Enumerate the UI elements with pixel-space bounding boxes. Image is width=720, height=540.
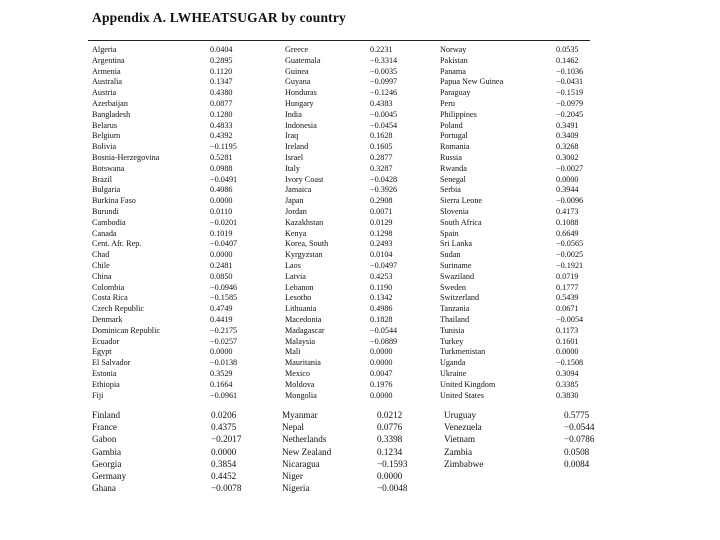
country-value: 0.3398 (377, 434, 403, 445)
country-name: Italy (285, 163, 301, 173)
country-name: Netherlands (282, 434, 327, 445)
country-name: Portugal (440, 131, 468, 141)
country-value: 0.1234 (377, 446, 403, 457)
country-value: 0.2481 (210, 261, 233, 270)
country-name: Lebanon (285, 282, 314, 292)
country-value: 0.5281 (210, 153, 233, 162)
country-name: Canada (92, 228, 117, 238)
country-name: Estonia (92, 369, 117, 378)
country-name: Venezuela (444, 422, 482, 433)
country-name: Mali (285, 347, 301, 357)
country-name: Hungary (285, 99, 314, 108)
country-value: 0.1601 (556, 336, 579, 346)
country-value: 0.0877 (210, 99, 233, 108)
country-name: Niger (282, 471, 303, 481)
country-name: Swaziland (440, 271, 475, 281)
country-name: Ivory Coast (285, 174, 324, 184)
country-value: 0.1190 (370, 282, 393, 292)
country-value: −0.1246 (370, 88, 398, 98)
country-value: 0.0084 (564, 458, 590, 469)
country-name: Bolivia (92, 142, 117, 152)
country-name: Ireland (285, 142, 309, 152)
country-name: Cent. Afr. Rep. (92, 239, 142, 249)
country-name: Ukraine (440, 369, 467, 378)
country-value: 0.5439 (556, 293, 579, 303)
country-name: Lesotho (285, 293, 312, 303)
country-value: −0.0946 (210, 282, 238, 292)
country-value: 0.1342 (370, 293, 393, 303)
country-value: 0.0206 (211, 410, 237, 420)
country-name: Ethiopia (92, 379, 120, 389)
country-value: 0.3268 (556, 142, 579, 152)
country-name: United Kingdom (440, 379, 496, 389)
country-name: Sri Lanka (440, 239, 473, 249)
country-value: 0.4419 (210, 315, 233, 324)
country-name: Malaysia (285, 336, 316, 346)
country-value: 0.1019 (210, 228, 233, 238)
country-value: −0.3926 (370, 185, 398, 195)
country-name: China (92, 271, 112, 281)
country-name: Lithuania (285, 304, 317, 314)
country-value: −0.1585 (210, 293, 238, 303)
country-name: Laos (285, 261, 301, 270)
country-value: −0.0889 (370, 336, 398, 346)
country-name: Myanmar (282, 410, 318, 420)
country-value: −0.0201 (210, 217, 238, 227)
country-name: Ecuador (92, 336, 120, 346)
country-value: 0.1120 (210, 66, 233, 76)
country-name: Poland (440, 120, 463, 130)
country-value: −0.1508 (556, 358, 584, 368)
country-name: Austria (92, 88, 117, 98)
country-name: Slovenia (440, 207, 469, 216)
country-value: 0.3491 (556, 120, 579, 130)
country-value: 0.4383 (370, 99, 393, 108)
country-name: Cambodia (92, 217, 126, 227)
country-name: Belarus (92, 120, 118, 130)
country-name: Spain (440, 228, 459, 238)
country-name: Latvia (285, 271, 306, 281)
country-name: Mexico (285, 369, 311, 378)
country-value: −0.0497 (370, 261, 398, 270)
country-name: Serbia (440, 185, 461, 195)
country-name: Czech Republic (92, 304, 145, 314)
country-value: −0.0096 (556, 196, 584, 206)
country-value: 0.4375 (211, 422, 237, 433)
country-value: 0.3944 (556, 185, 579, 195)
country-value: −0.0138 (210, 358, 238, 368)
country-value: −0.0257 (210, 336, 238, 346)
country-name: Korea, South (285, 239, 329, 249)
country-name: Denmark (92, 315, 123, 324)
country-value: 0.1462 (556, 55, 579, 65)
country-name: Macedonia (285, 315, 322, 324)
country-name: South Africa (440, 217, 482, 227)
country-value: 0.0000 (377, 471, 403, 481)
country-value: 0.0508 (564, 446, 590, 457)
country-name: Thailand (440, 315, 470, 324)
country-value: 0.0000 (556, 174, 579, 184)
country-value: 0.0000 (556, 347, 579, 357)
country-name: Gambia (92, 446, 122, 457)
country-value: −0.0979 (556, 99, 584, 108)
country-name: Zimbabwe (444, 458, 484, 469)
country-name: Nicaragua (282, 458, 320, 469)
country-name: United States (440, 390, 484, 400)
country-name: Sierra Leone (440, 196, 483, 206)
country-value: 0.0000 (370, 347, 393, 357)
country-value: −0.0544 (564, 422, 595, 433)
country-name: Nepal (282, 422, 304, 433)
country-value: −0.1921 (556, 261, 584, 270)
country-value: 0.0000 (211, 446, 237, 457)
country-name: Vietnam (444, 434, 476, 445)
country-value: 0.6649 (556, 228, 579, 238)
country-value: −0.0454 (370, 120, 398, 130)
country-name: Brazil (92, 174, 113, 184)
country-name: Mongolia (285, 390, 317, 400)
country-value: 0.3385 (556, 379, 579, 389)
country-value: −0.2045 (556, 109, 584, 119)
country-name: Japan (285, 196, 304, 206)
country-value: 0.0000 (370, 358, 393, 368)
country-value: −0.0786 (564, 434, 595, 445)
header-rule (88, 40, 590, 41)
country-value: 0.4380 (210, 88, 233, 98)
country-value: 0.1173 (556, 325, 579, 335)
country-name: Gabon (92, 434, 117, 445)
country-value: 0.2493 (370, 239, 393, 249)
country-name: Kyrgyzstan (285, 250, 323, 260)
country-value: −0.0035 (370, 66, 398, 76)
country-value: 0.3854 (211, 458, 237, 469)
country-name: Iraq (285, 131, 299, 141)
country-value: −0.0997 (370, 77, 398, 87)
country-name: Guinea (285, 66, 309, 76)
country-name: El Salvador (92, 358, 131, 368)
country-name: Philippines (440, 109, 477, 119)
country-value: 0.2877 (370, 153, 393, 162)
country-name: Armenia (92, 66, 121, 76)
country-name: Kenya (285, 228, 307, 238)
country-value: 0.0000 (370, 390, 393, 400)
country-name: Israel (285, 153, 304, 162)
country-value: −0.1036 (556, 66, 584, 76)
country-name: Tanzania (440, 304, 470, 314)
country-value: 0.0047 (370, 369, 393, 378)
country-name: Dominican Republic (92, 325, 160, 335)
country-name: Jamaica (285, 185, 312, 195)
country-value: 0.0776 (377, 422, 403, 433)
country-value: −0.0544 (370, 325, 398, 335)
country-value: 0.0535 (556, 45, 579, 54)
country-value: 0.4392 (210, 131, 233, 141)
country-value: 0.0000 (210, 196, 233, 206)
country-name: Paraguay (440, 88, 471, 98)
country-name: Argentina (92, 55, 125, 65)
country-value: 0.0850 (210, 271, 233, 281)
country-value: 0.4452 (211, 471, 237, 481)
country-name: Panama (440, 66, 466, 76)
country-value: 0.3409 (556, 131, 579, 141)
country-name: Fiji (92, 390, 104, 400)
country-name: Azerbaijan (92, 99, 128, 108)
country-name: Burkina Faso (92, 196, 136, 206)
country-value: −0.0027 (556, 163, 584, 173)
country-value: −0.2175 (210, 325, 238, 335)
country-value: −0.2017 (211, 434, 242, 445)
country-value: 0.0988 (210, 163, 233, 173)
country-name: Jordan (285, 207, 307, 216)
country-value: 0.0000 (210, 250, 233, 260)
country-value: 0.2908 (370, 196, 393, 206)
country-name: Chad (92, 250, 110, 260)
country-name: Guyana (285, 77, 311, 87)
country-value: −0.0407 (210, 239, 238, 249)
country-name: Greece (285, 45, 309, 54)
country-name: Egypt (92, 347, 112, 357)
country-name: Colombia (92, 282, 125, 292)
country-name: Australia (92, 77, 123, 87)
country-value: −0.0428 (370, 174, 398, 184)
country-name: Burundi (92, 207, 119, 216)
country-value: 0.0671 (556, 304, 579, 314)
country-value: 0.4253 (370, 271, 393, 281)
country-value: 0.0071 (370, 207, 393, 216)
country-name: Moldova (285, 379, 315, 389)
country-name: Botswana (92, 163, 125, 173)
country-name: Uganda (440, 358, 466, 368)
country-name: Suriname (440, 261, 472, 270)
country-name: Georgia (92, 458, 122, 469)
country-value: 0.0719 (556, 271, 579, 281)
country-name: Sweden (440, 282, 466, 292)
country-name: Switzerland (440, 293, 480, 303)
country-value: −0.0078 (211, 483, 242, 494)
country-name: Tunisia (440, 325, 465, 335)
country-value: 0.0110 (210, 207, 233, 216)
country-value: 0.0212 (377, 410, 403, 420)
country-value: 0.0129 (370, 217, 393, 227)
country-name: Costa Rica (92, 293, 128, 303)
country-value: 0.1976 (370, 379, 393, 389)
country-value: 0.1777 (556, 282, 579, 292)
country-name: Uruguay (444, 410, 477, 420)
country-value: 0.3529 (210, 369, 233, 378)
country-value: 0.1628 (370, 131, 393, 141)
country-name: Ghana (92, 483, 116, 494)
country-name: Finland (92, 410, 121, 420)
country-name: France (92, 422, 117, 433)
country-value: 0.4986 (370, 304, 393, 314)
country-name: Turkmenistan (440, 347, 486, 357)
country-value: −0.3314 (370, 55, 398, 65)
country-value: −0.0054 (556, 315, 584, 324)
country-name: Rwanda (440, 163, 467, 173)
country-name: Bosnia-Herzegovina (92, 153, 160, 162)
country-name: Sudan (440, 250, 461, 260)
country-value: −0.1593 (377, 458, 408, 469)
country-name: New Zealand (282, 446, 332, 457)
country-name: Indonesia (285, 120, 317, 130)
country-value: 0.2231 (370, 45, 393, 54)
country-name: Norway (440, 45, 467, 54)
country-value: 0.1605 (370, 142, 393, 152)
country-name: Chile (92, 261, 110, 270)
country-name: Honduras (285, 88, 317, 98)
country-name: Pakistan (440, 55, 468, 65)
country-value: 0.4833 (210, 120, 233, 130)
country-value: −0.0491 (210, 174, 238, 184)
country-name: Zambia (444, 446, 473, 457)
country-value: −0.0045 (370, 109, 398, 119)
country-value: 0.1664 (210, 379, 233, 389)
country-value: 0.1088 (556, 217, 579, 227)
country-value: −0.0565 (556, 239, 584, 249)
country-value: 0.1347 (210, 77, 233, 87)
country-name: Nigeria (282, 483, 310, 494)
country-value: −0.0025 (556, 250, 584, 260)
country-value: 0.0404 (210, 45, 233, 54)
country-value: 0.3287 (370, 163, 393, 173)
country-name: Bulgaria (92, 185, 121, 195)
country-value: 0.4173 (556, 207, 579, 216)
country-name: Kazakhstan (285, 217, 324, 227)
country-value: 0.1828 (370, 315, 393, 324)
country-name: Peru (440, 99, 456, 108)
country-value: −0.1519 (556, 88, 584, 98)
country-value: 0.3094 (556, 369, 579, 378)
country-name: Madagascar (285, 325, 325, 335)
country-name: Romania (440, 142, 470, 152)
page-title: Appendix A. LWHEATSUGAR by country (92, 10, 346, 25)
country-name: Guatemala (285, 55, 321, 65)
country-name: Mauritania (285, 358, 321, 368)
country-value: −0.1195 (210, 142, 237, 152)
country-value: 0.1298 (370, 228, 393, 238)
country-value: 0.4086 (210, 185, 233, 195)
country-value: 0.0104 (370, 250, 393, 260)
country-value: −0.0048 (377, 483, 408, 494)
country-name: Belgium (92, 131, 121, 141)
country-value: 0.5775 (564, 410, 590, 420)
country-value: −0.0431 (556, 77, 584, 87)
country-name: Russia (440, 153, 462, 162)
country-value: 0.3002 (556, 153, 579, 162)
country-value: 0.0000 (210, 347, 233, 357)
country-name: Turkey (440, 336, 464, 346)
country-name: India (285, 109, 302, 119)
country-value: 0.3830 (556, 390, 579, 400)
country-name: Germany (92, 471, 127, 481)
country-value: −0.0961 (210, 390, 238, 400)
country-value: 0.1280 (210, 109, 233, 119)
country-name: Bangladesh (92, 109, 131, 119)
country-name: Senegal (440, 174, 466, 184)
country-name: Algeria (92, 45, 117, 54)
country-name: Papua New Guinea (440, 77, 504, 87)
country-value: 0.2895 (210, 55, 233, 65)
country-value: 0.4749 (210, 304, 233, 314)
